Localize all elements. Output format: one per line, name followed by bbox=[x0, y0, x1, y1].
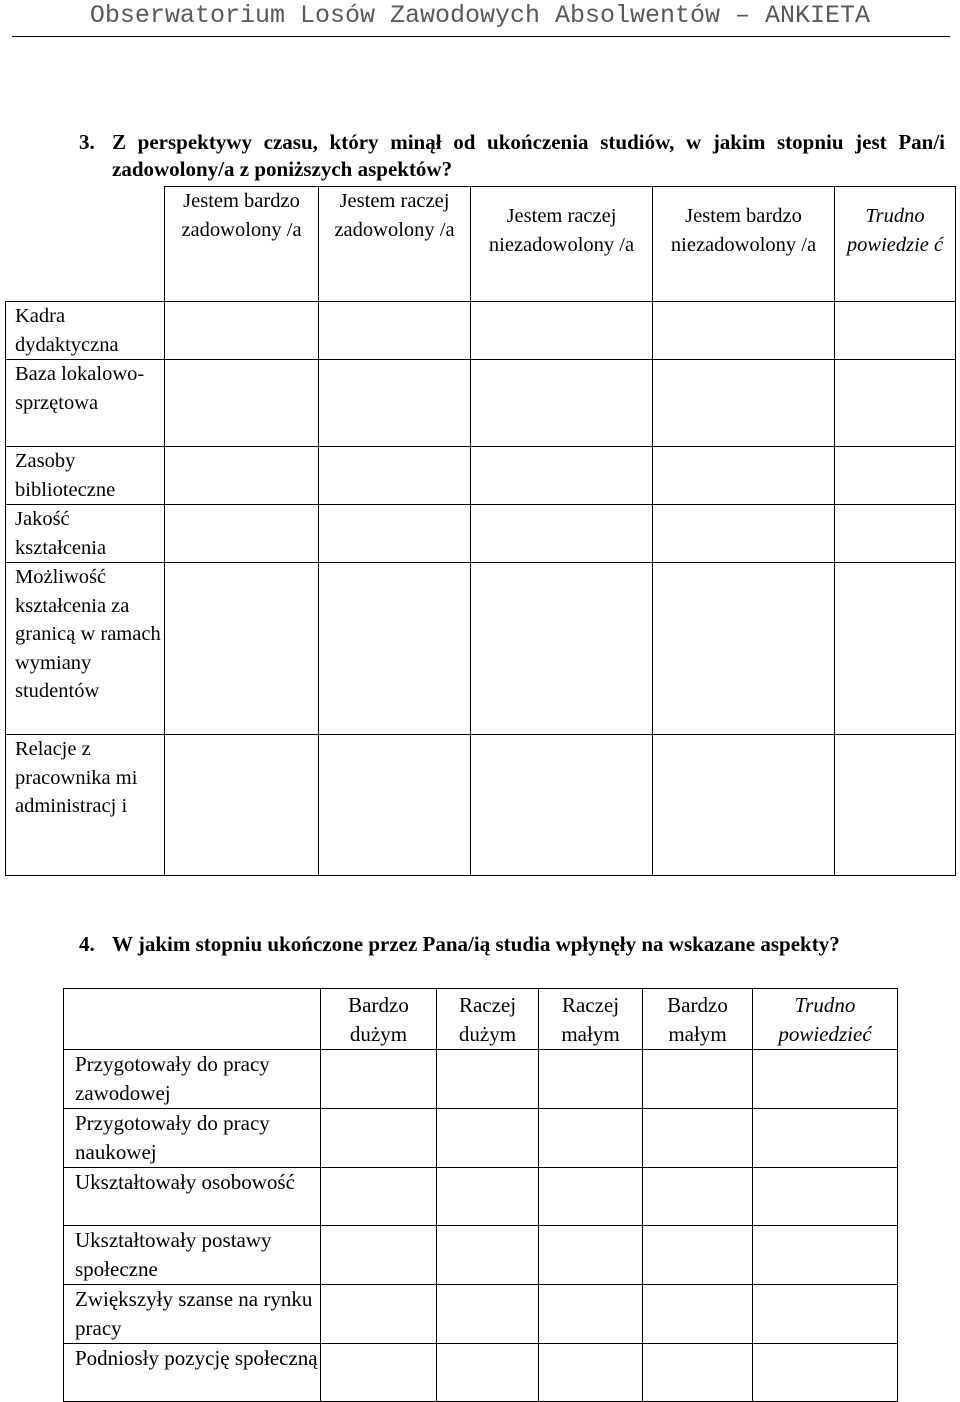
row-label: Ukształtowały osobowość bbox=[64, 1168, 321, 1226]
answer-cell[interactable] bbox=[653, 302, 835, 360]
row-label: Przygotowały do pracy zawodowej bbox=[64, 1050, 321, 1109]
answer-cell[interactable] bbox=[471, 735, 653, 876]
table-row bbox=[6, 735, 956, 876]
answer-cell[interactable] bbox=[319, 360, 471, 447]
question-3-number: 3. bbox=[79, 130, 95, 154]
answer-cell[interactable] bbox=[653, 360, 835, 447]
answer-cell[interactable] bbox=[539, 1168, 643, 1226]
answer-cell[interactable] bbox=[165, 505, 319, 563]
answer-cell[interactable] bbox=[319, 735, 471, 876]
answer-cell[interactable] bbox=[653, 735, 835, 876]
answer-cell[interactable] bbox=[643, 1344, 753, 1402]
answer-cell[interactable] bbox=[437, 1168, 539, 1226]
answer-cell[interactable] bbox=[319, 447, 471, 505]
answer-cell[interactable] bbox=[835, 360, 956, 447]
row-label: Jakość kształcenia bbox=[6, 505, 165, 563]
answer-cell[interactable] bbox=[319, 505, 471, 563]
answer-cell[interactable] bbox=[753, 1226, 898, 1285]
row-label: Baza lokalowo-sprzętowa bbox=[6, 360, 165, 447]
answer-cell[interactable] bbox=[835, 563, 956, 735]
row-label: Przygotowały do pracy naukowej bbox=[64, 1109, 321, 1168]
answer-cell[interactable] bbox=[753, 1109, 898, 1168]
question-3 bbox=[79, 129, 945, 185]
answer-cell[interactable] bbox=[471, 360, 653, 447]
answer-cell[interactable] bbox=[753, 1285, 898, 1344]
header-title: Obserwatorium Losów Zawodowych Absolwentów – ANKIETA bbox=[89, 1, 871, 30]
row-label: Możliwość kształcenia za granicą w ramach wymiany studentów bbox=[6, 563, 165, 735]
answer-cell[interactable] bbox=[653, 447, 835, 505]
answer-cell[interactable] bbox=[753, 1050, 898, 1109]
answer-cell[interactable] bbox=[753, 1344, 898, 1402]
answer-cell[interactable] bbox=[835, 505, 956, 563]
header-divider bbox=[12, 36, 950, 37]
answer-cell[interactable] bbox=[471, 505, 653, 563]
answer-cell[interactable] bbox=[539, 1344, 643, 1402]
table-row bbox=[64, 1109, 898, 1168]
col-header: Jestem raczej zadowolony /a bbox=[319, 187, 471, 302]
answer-cell[interactable] bbox=[437, 1285, 539, 1344]
answer-cell[interactable] bbox=[539, 1285, 643, 1344]
col-header: Trudno powiedzieć bbox=[753, 989, 898, 1050]
row-label: Relacje z pracownika mi administracj i bbox=[6, 735, 165, 876]
answer-cell[interactable] bbox=[753, 1168, 898, 1226]
answer-cell[interactable] bbox=[539, 1226, 643, 1285]
table-row bbox=[6, 360, 956, 447]
table-row bbox=[64, 1226, 898, 1285]
table-row bbox=[64, 1344, 898, 1402]
table-row bbox=[64, 1168, 898, 1226]
header-empty-cell bbox=[64, 989, 321, 1050]
answer-cell[interactable] bbox=[165, 447, 319, 505]
table-row bbox=[6, 563, 956, 735]
answer-cell[interactable] bbox=[319, 302, 471, 360]
answer-cell[interactable] bbox=[539, 1109, 643, 1168]
answer-cell[interactable] bbox=[835, 447, 956, 505]
row-label: Zasoby biblioteczne bbox=[6, 447, 165, 505]
table-row bbox=[6, 447, 956, 505]
question-4-number: 4. bbox=[79, 932, 95, 956]
answer-cell[interactable] bbox=[165, 302, 319, 360]
answer-cell[interactable] bbox=[321, 1344, 437, 1402]
table-row bbox=[6, 505, 956, 563]
col-header: Raczej małym bbox=[539, 989, 643, 1050]
impact-header-row bbox=[64, 989, 898, 1050]
col-header: Jestem bardzo zadowolony /a bbox=[165, 187, 319, 302]
answer-cell[interactable] bbox=[643, 1285, 753, 1344]
col-header: Bardzo dużym bbox=[321, 989, 437, 1050]
answer-cell[interactable] bbox=[643, 1168, 753, 1226]
table-row bbox=[64, 1285, 898, 1344]
answer-cell[interactable] bbox=[321, 1109, 437, 1168]
answer-cell[interactable] bbox=[437, 1226, 539, 1285]
row-label: Podniosły pozycję społeczną bbox=[64, 1344, 321, 1402]
answer-cell[interactable] bbox=[437, 1344, 539, 1402]
answer-cell[interactable] bbox=[437, 1109, 539, 1168]
answer-cell[interactable] bbox=[539, 1050, 643, 1109]
answer-cell[interactable] bbox=[653, 563, 835, 735]
row-label: Zwiększyły szanse na rynku pracy bbox=[64, 1285, 321, 1344]
row-label: Kadra dydaktyczna bbox=[6, 302, 165, 360]
answer-cell[interactable] bbox=[643, 1050, 753, 1109]
table-row bbox=[64, 1050, 898, 1109]
answer-cell[interactable] bbox=[165, 563, 319, 735]
satisfaction-table bbox=[5, 186, 956, 876]
answer-cell[interactable] bbox=[835, 735, 956, 876]
question-4 bbox=[79, 931, 945, 987]
answer-cell[interactable] bbox=[471, 447, 653, 505]
col-header: Jestem bardzo niezadowolony /a bbox=[653, 187, 835, 302]
row-label: Ukształtowały postawy społeczne bbox=[64, 1226, 321, 1285]
answer-cell[interactable] bbox=[321, 1168, 437, 1226]
question-3-text: Z perspektywy czasu, który minął od ukończenia studiów, w jakim stopniu jest Pan/i zadowolony/a z poniższych aspektów? bbox=[112, 130, 945, 181]
answer-cell[interactable] bbox=[835, 302, 956, 360]
question-4-text: W jakim stopniu ukończone przez Pana/ią studia wpłynęły na wskazane aspekty? bbox=[112, 932, 840, 956]
answer-cell[interactable] bbox=[643, 1109, 753, 1168]
header-empty-cell bbox=[6, 187, 165, 302]
answer-cell[interactable] bbox=[653, 505, 835, 563]
satisfaction-header-row bbox=[6, 187, 956, 302]
answer-cell[interactable] bbox=[471, 302, 653, 360]
page-header bbox=[0, 0, 960, 38]
answer-cell[interactable] bbox=[319, 563, 471, 735]
answer-cell[interactable] bbox=[471, 563, 653, 735]
impact-table bbox=[63, 988, 898, 1402]
col-header: Raczej dużym bbox=[437, 989, 539, 1050]
answer-cell[interactable] bbox=[437, 1050, 539, 1109]
col-header: Trudno powiedzie ć bbox=[835, 187, 956, 302]
col-header: Jestem raczej niezadowolony /a bbox=[471, 187, 653, 302]
answer-cell[interactable] bbox=[321, 1226, 437, 1285]
answer-cell[interactable] bbox=[321, 1285, 437, 1344]
answer-cell[interactable] bbox=[165, 360, 319, 447]
col-header: Bardzo małym bbox=[643, 989, 753, 1050]
answer-cell[interactable] bbox=[165, 735, 319, 876]
answer-cell[interactable] bbox=[321, 1050, 437, 1109]
answer-cell[interactable] bbox=[643, 1226, 753, 1285]
table-row bbox=[6, 302, 956, 360]
